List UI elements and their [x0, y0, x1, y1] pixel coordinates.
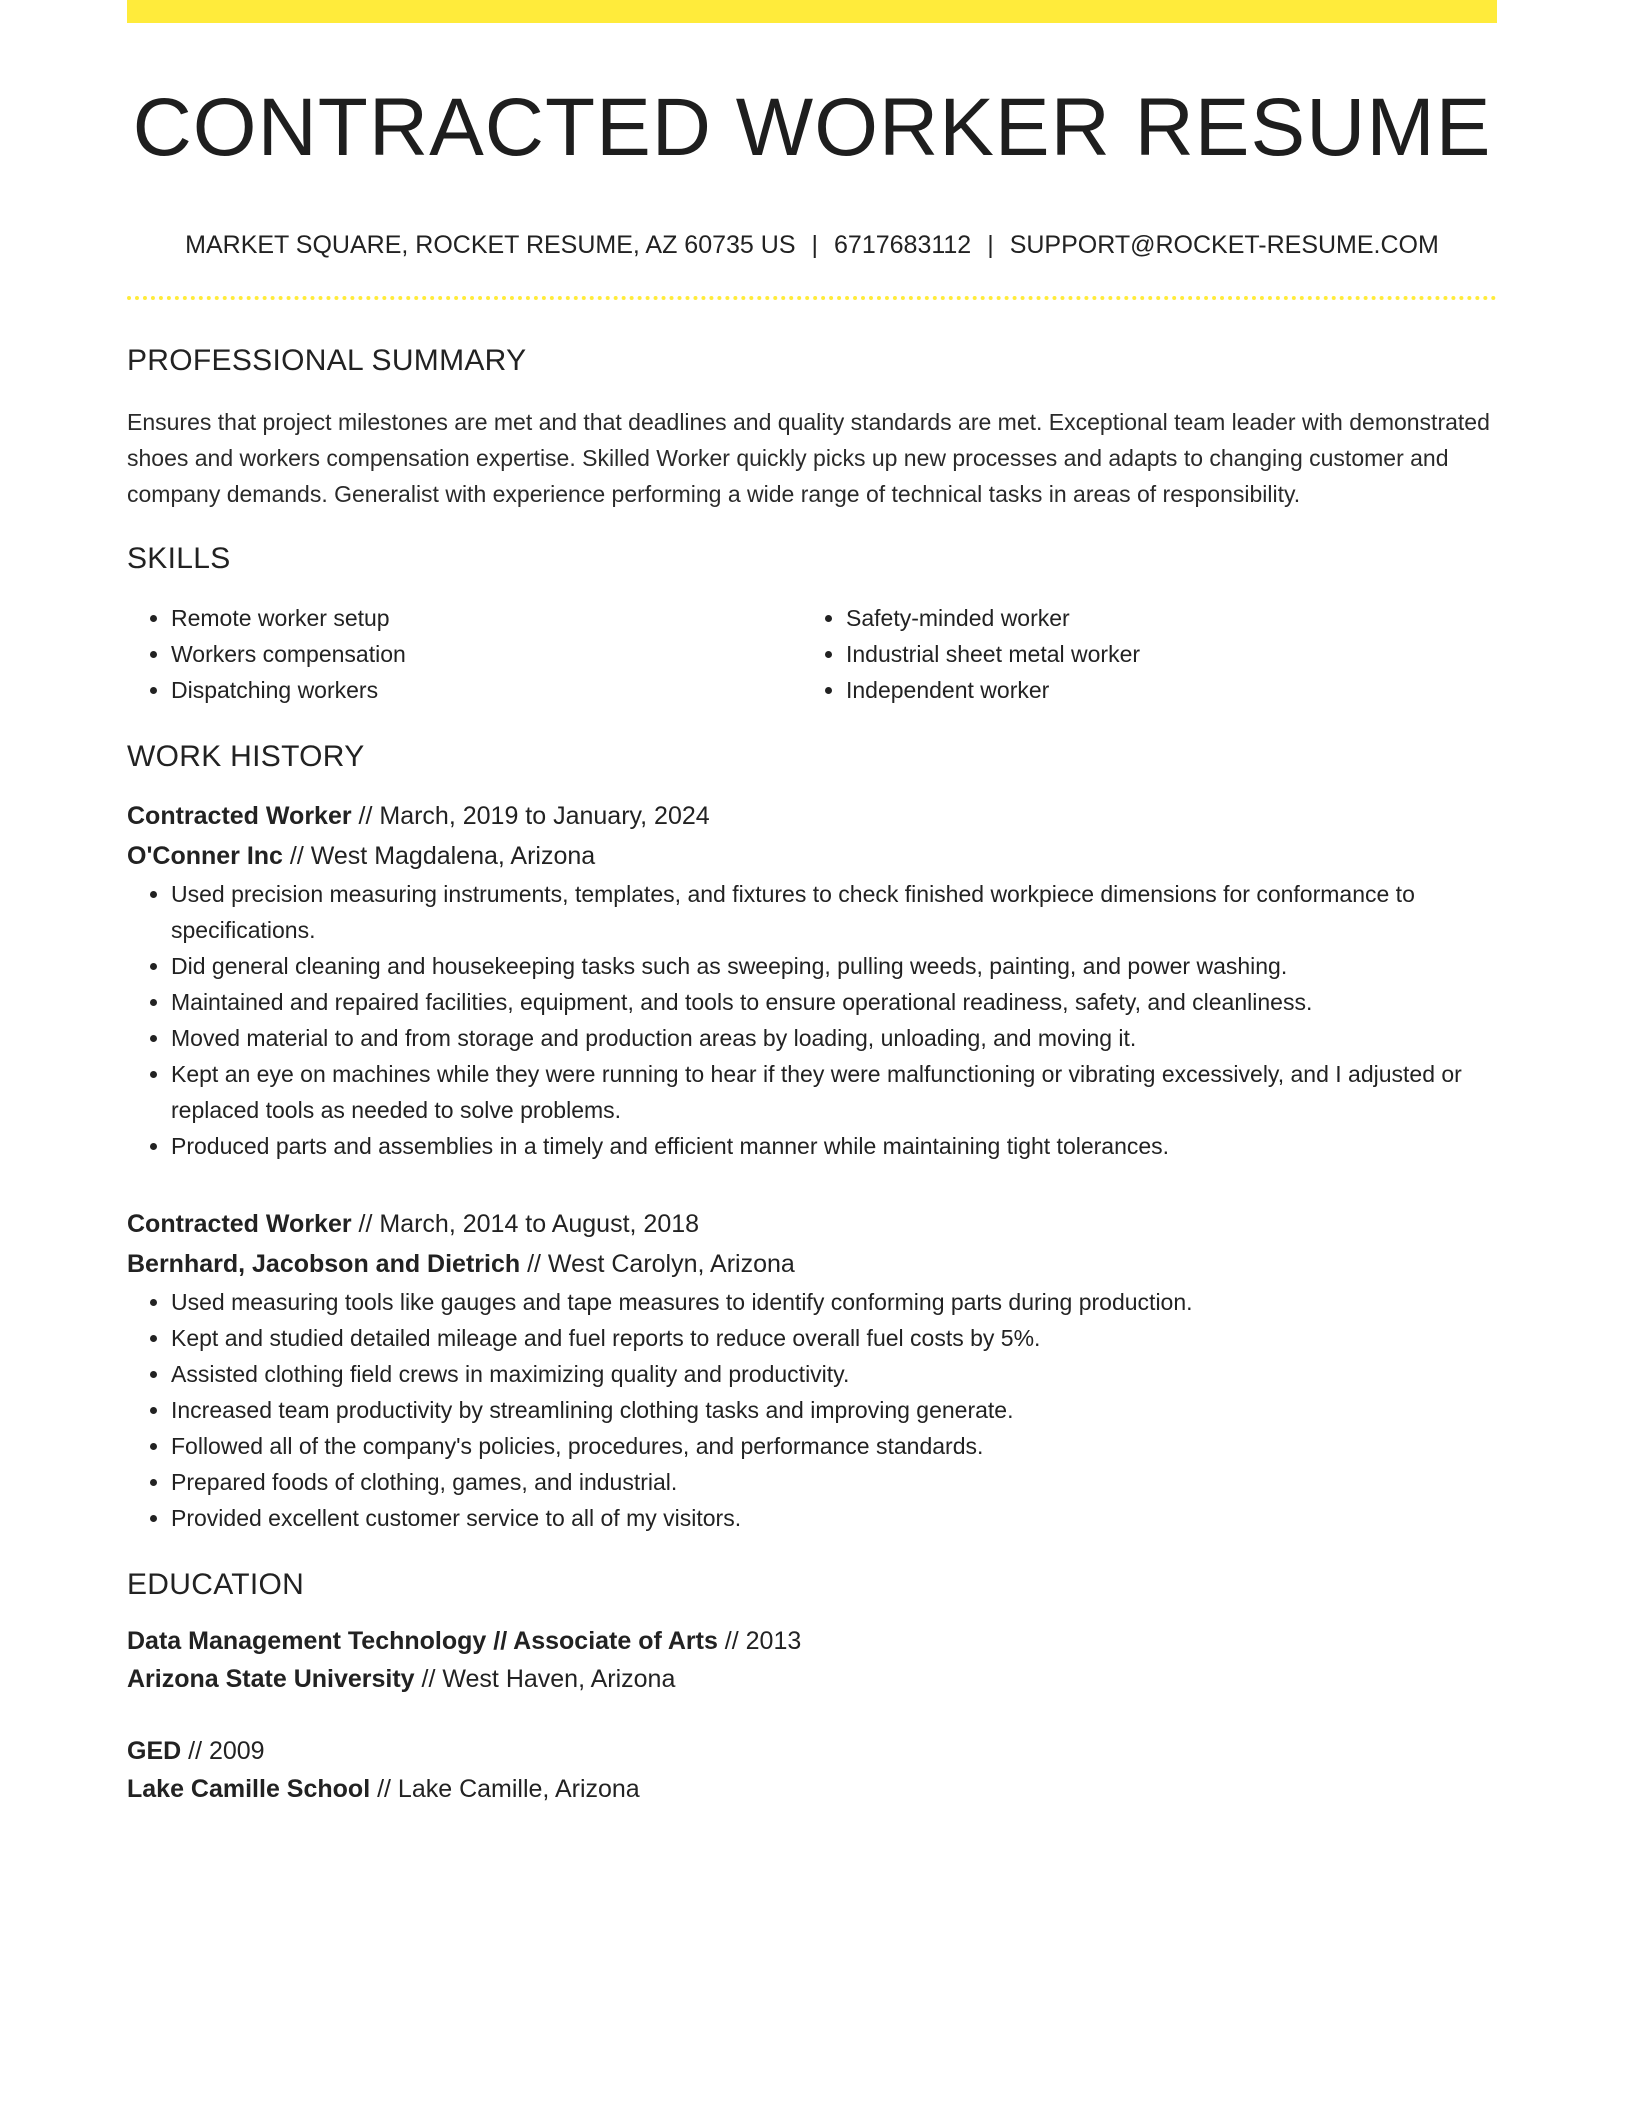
job-bullet: • Kept and studied detailed mileage and fuel reports to reduce overall fuel costs by 5%.	[171, 1320, 1497, 1356]
education-location: // Lake Camille, Arizona	[370, 1775, 640, 1804]
education-degree-line	[127, 1622, 1497, 1660]
education-year: // 2013	[717, 1627, 802, 1656]
job-bullet: • Prepared foods of clothing, games, and industrial.	[171, 1464, 1497, 1500]
job-company: Bernhard, Jacobson and Dietrich	[127, 1250, 521, 1279]
job-entry	[127, 1204, 1497, 1536]
work-history-heading: WORK HISTORY	[127, 740, 365, 774]
skills-grid	[127, 600, 1497, 708]
job-company-line	[127, 836, 1497, 876]
contact-address: MARKET SQUARE, ROCKET RESUME, AZ 60735 US	[185, 231, 796, 260]
job-bullets	[127, 876, 1497, 1164]
summary-text: Ensures that project milestones are met and that deadlines and quality standards are met. Exceptional team leader with demonstrated shoes and workers compensation expertise. Skilled Worker quickly picks up new processes and adapts to changing customer and company demands. Generalist with experience performing a wide range of technical tasks in areas of responsibility.	[127, 409, 1490, 508]
education-degree: Data Management Technology // Associate of Arts	[127, 1627, 718, 1656]
job-dates: // March, 2014 to August, 2018	[351, 1210, 700, 1239]
job-bullet: • Increased team productivity by streamlining clothing tasks and improving generate.	[171, 1392, 1497, 1428]
job-title-line	[127, 796, 1497, 836]
skills-column-left	[127, 600, 802, 708]
contact-email: SUPPORT@ROCKET-RESUME.COM	[1009, 231, 1439, 260]
skill-item: • Dispatching workers	[171, 672, 802, 708]
skill-item: • Remote worker setup	[171, 600, 802, 636]
job-location: // West Carolyn, Arizona	[520, 1250, 795, 1279]
skills-column-right	[802, 600, 1477, 708]
skill-item: • Independent worker	[846, 672, 1477, 708]
job-company-line	[127, 1244, 1497, 1284]
job-bullet: • Maintained and repaired facilities, equipment, and tools to ensure operational readiness, safety, and cleanliness.	[171, 984, 1497, 1020]
job-bullet: • Kept an eye on machines while they were running to hear if they were malfunctioning or vibrating excessively, and I adjusted or replaced tools as needed to solve problems.	[171, 1056, 1497, 1128]
education-degree: GED	[127, 1737, 182, 1766]
education-degree-line	[127, 1732, 1497, 1770]
job-bullet: • Assisted clothing field crews in maximizing quality and productivity.	[171, 1356, 1497, 1392]
resume-page	[127, 0, 1497, 1808]
top-accent-bar	[127, 0, 1497, 23]
job-title-line	[127, 1204, 1497, 1244]
job-bullet: • Produced parts and assemblies in a timely and efficient manner while maintaining tight tolerances.	[171, 1128, 1497, 1164]
job-bullets	[127, 1284, 1497, 1536]
job-location: // West Magdalena, Arizona	[282, 842, 596, 871]
summary-heading: PROFESSIONAL SUMMARY	[127, 344, 527, 378]
skill-item: • Safety-minded worker	[846, 600, 1477, 636]
education-school: Arizona State University	[127, 1665, 415, 1694]
job-bullet: • Followed all of the company's policies, procedures, and performance standards.	[171, 1428, 1497, 1464]
skill-item: • Industrial sheet metal worker	[846, 636, 1477, 672]
education-school-line	[127, 1770, 1497, 1808]
contact-separator: |	[811, 231, 819, 260]
skills-heading: SKILLS	[127, 542, 231, 576]
education-school-line	[127, 1660, 1497, 1698]
contact-separator: |	[987, 231, 994, 260]
education-heading: EDUCATION	[127, 1568, 305, 1602]
job-entry	[127, 796, 1497, 1164]
education-school: Lake Camille School	[127, 1775, 371, 1804]
job-title: Contracted Worker	[127, 1210, 352, 1239]
education-year: // 2009	[181, 1737, 265, 1766]
job-dates: // March, 2019 to January, 2024	[351, 802, 710, 831]
education-location: // West Haven, Arizona	[414, 1665, 676, 1694]
education-entry	[127, 1622, 1497, 1698]
dotted-divider	[127, 296, 1497, 300]
job-bullet: • Did general cleaning and housekeeping tasks such as sweeping, pulling weeds, painting, and power washing.	[171, 948, 1497, 984]
contact-line	[127, 231, 1497, 260]
job-bullet: • Used precision measuring instruments, templates, and fixtures to check finished workpiece dimensions for conformance to specifications.	[171, 876, 1497, 948]
resume-title: CONTRACTED WORKER RESUME	[132, 82, 1492, 173]
job-bullet: • Moved material to and from storage and production areas by loading, unloading, and moving it.	[171, 1020, 1497, 1056]
contact-phone: 6717683112	[834, 231, 972, 260]
job-bullet: • Used measuring tools like gauges and tape measures to identify conforming parts during production.	[171, 1284, 1497, 1320]
job-company: O'Conner Inc	[127, 842, 283, 871]
job-bullet: • Provided excellent customer service to all of my visitors.	[171, 1500, 1497, 1536]
education-entry	[127, 1732, 1497, 1808]
job-title: Contracted Worker	[127, 802, 352, 831]
skill-item: • Workers compensation	[171, 636, 802, 672]
